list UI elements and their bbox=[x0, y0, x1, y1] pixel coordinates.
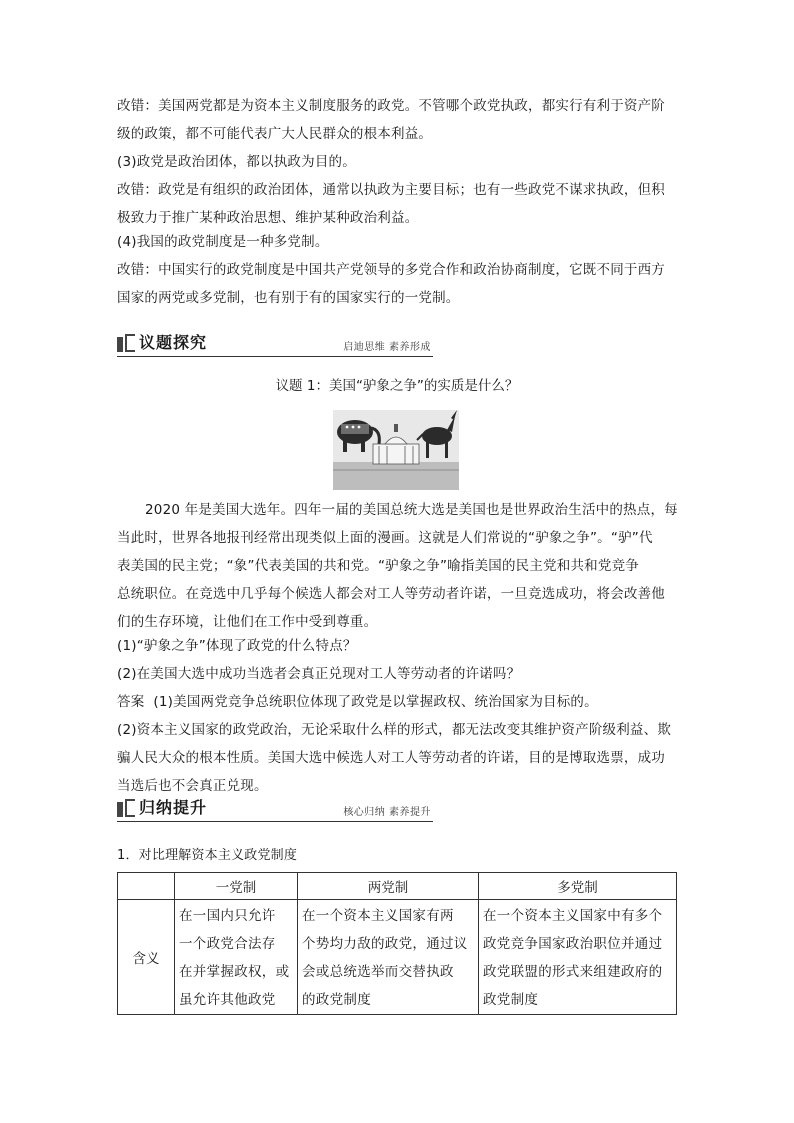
correction-paragraph-3 bbox=[117, 176, 677, 232]
answer-1 bbox=[117, 688, 677, 716]
section-title: 议题探究 bbox=[139, 333, 208, 352]
section-subtitle: 启迪思维 素养形成 bbox=[343, 342, 431, 353]
text-line: 改错：美国两党都是为资本主义制度服务的政党。不管哪个政党执政，都实行有利于资产阶 bbox=[117, 98, 665, 114]
table-cell bbox=[175, 900, 298, 1015]
text-line: 总统职位。在竞选中几乎每个候选人都会对工人等劳动者许诺，一旦竞选成功，将会改善他 bbox=[117, 586, 665, 602]
answer-text: (1)美国两党竞争总统职位体现了政党是以掌握政权、统治国家为目标的。 bbox=[153, 694, 598, 710]
text-line: 当此时，世界各地报刊经常出现类似上面的漫画。这就是人们常说的“驴象之争”。“驴”代 bbox=[117, 530, 653, 546]
table-header-cell: 多党制 bbox=[479, 873, 677, 900]
cell-line: 个势均力敌的政党，通过议 bbox=[302, 936, 468, 952]
table-header-cell: 两党制 bbox=[298, 873, 479, 900]
section-header-summary bbox=[117, 797, 433, 822]
cell-line: 政党制度 bbox=[483, 992, 539, 1008]
section-subtitle: 核心归纳 素养提升 bbox=[343, 807, 431, 818]
text-line: 骗人民大众的根本性质。美国大选中候选人对工人等劳动者的许诺，目的是博取选票，成功 bbox=[117, 750, 665, 766]
cell-line: 虽允许其他政党 bbox=[179, 992, 276, 1008]
party-system-comparison-table bbox=[117, 872, 677, 1015]
section-header-inquiry bbox=[117, 332, 433, 357]
cell-line: 政党联盟的形式来组建政府的 bbox=[483, 964, 663, 980]
cell-line: 在并掌握政权，或 bbox=[179, 964, 290, 980]
cell-line: 一个政党合法存 bbox=[179, 936, 276, 952]
table-cell bbox=[479, 900, 677, 1015]
text-line: 改错：政党是有组织的政治团体，通常以执政为主要目标；也有一些政党不谋求执政，但积 bbox=[117, 182, 665, 198]
text-line: 表美国的民主党；“象”代表美国的共和党。“驴象之争”喻指美国的民主党和共和党竞争 bbox=[117, 558, 639, 574]
correction-paragraph-1 bbox=[117, 92, 677, 148]
answer-label: 答案 bbox=[117, 694, 145, 710]
body-paragraph bbox=[117, 496, 677, 524]
cell-line: 在一国内只允许 bbox=[179, 908, 276, 924]
body-paragraph-continued bbox=[117, 524, 677, 636]
text-line: (2)资本主义国家的政党政治，无论采取什么样的形式，都无法改变其维护资产阶级利益、欺 bbox=[117, 722, 672, 738]
question-2: (2)在美国大选中成功当选者会真正兑现对工人等劳动者的许诺吗？ bbox=[117, 666, 521, 682]
cell-line: 在一个资本主义国家中有多个 bbox=[483, 908, 663, 924]
text-line: 们的生存环境，让他们在工作中受到尊重。 bbox=[117, 614, 378, 630]
text-line: 当选后也不会真正兑现。 bbox=[117, 778, 268, 794]
section-marker-icon bbox=[117, 337, 123, 352]
table-header-row bbox=[118, 873, 677, 900]
answer-2 bbox=[117, 716, 677, 800]
question-1: (1)“驴象之争”体现了政党的什么特点？ bbox=[117, 638, 357, 654]
topic-title: 议题 1：美国“驴象之争”的实质是什么？ bbox=[275, 378, 519, 394]
statement-3: (3)政党是政治团体，都以执政为目的。 bbox=[117, 154, 356, 170]
table-row bbox=[118, 900, 677, 1015]
text-line: 国家的两党或多党制，也有别于有的国家实行的一党制。 bbox=[117, 290, 460, 306]
table-row-label: 含义 bbox=[118, 900, 175, 1015]
section-title: 归纳提升 bbox=[139, 798, 208, 817]
cell-line: 会或总统选举而交替执政 bbox=[302, 964, 454, 980]
cell-line: 政党竞争国家政治职位并通过 bbox=[483, 936, 663, 952]
text-line: 极致力于推广某种政治思想、维护某种政治利益。 bbox=[117, 210, 419, 226]
cell-line: 在一个资本主义国家有两 bbox=[302, 908, 454, 924]
cell-line: 的政党制度 bbox=[302, 992, 371, 1008]
text-line: 2020 年是美国大选年。四年一届的美国总统大选是美国也是世界政治生活中的热点，每 bbox=[145, 502, 678, 518]
section-bracket-icon bbox=[125, 799, 135, 817]
statement-4: (4)我国的政党制度是一种多党制。 bbox=[117, 234, 329, 250]
donkey-elephant-cartoon-image bbox=[333, 410, 459, 490]
list-title: 1．对比理解资本主义政党制度 bbox=[117, 848, 298, 863]
section-bracket-icon bbox=[125, 334, 135, 352]
correction-paragraph-4 bbox=[117, 256, 677, 312]
table-header-cell bbox=[118, 873, 175, 900]
text-line: 改错：中国实行的政党制度是中国共产党领导的多党合作和政治协商制度，它既不同于西方 bbox=[117, 262, 665, 278]
text-line: 级的政策，都不可能代表广大人民群众的根本利益。 bbox=[117, 126, 433, 142]
table-cell bbox=[298, 900, 479, 1015]
section-marker-icon bbox=[117, 802, 123, 817]
table-header-cell: 一党制 bbox=[175, 873, 298, 900]
